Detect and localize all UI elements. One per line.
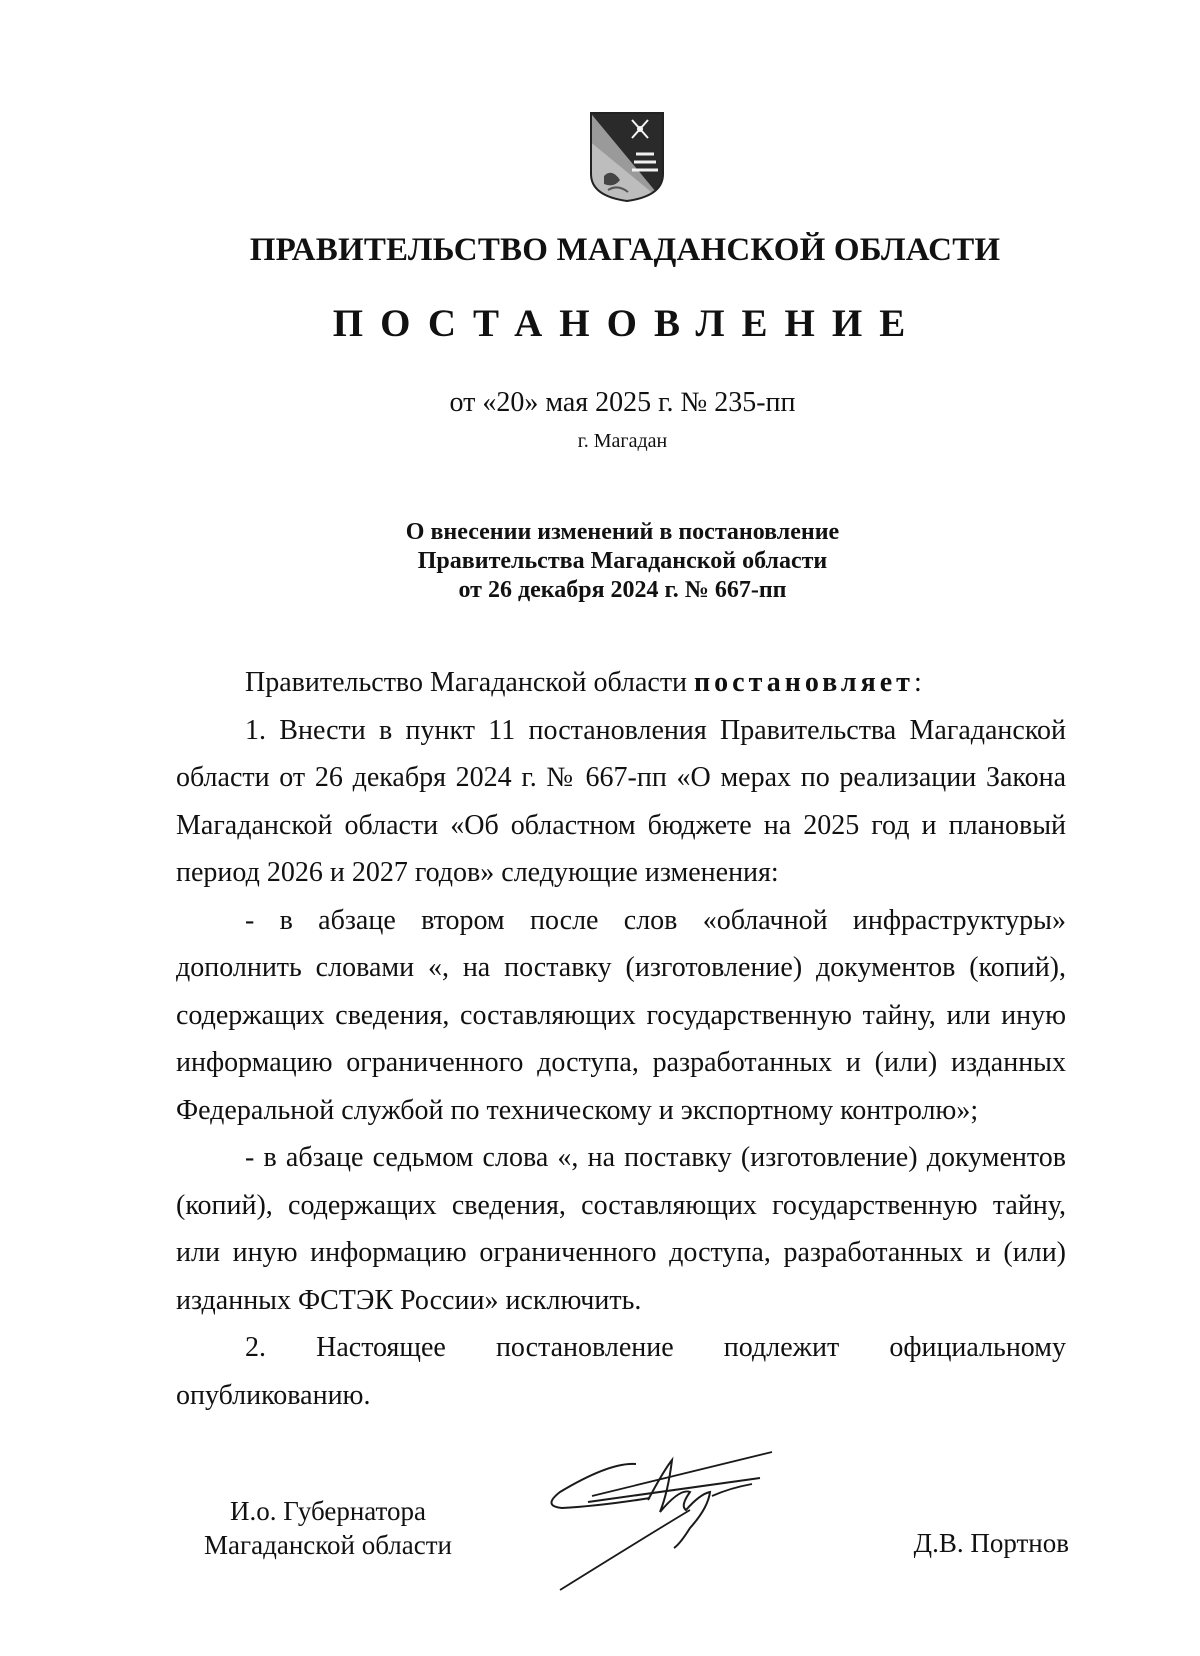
preamble-text: Правительство Магаданской области — [245, 667, 695, 698]
signatory-role-line-1: И.о. Губернатора — [229, 1496, 426, 1526]
preamble-keyword: постановляет — [694, 667, 914, 698]
item-2-paragraph: 2. Настоящее постановление подлежит официальному опубликованию. — [176, 1332, 1066, 1411]
signatory-name: Д.В. Портнов — [913, 1528, 1069, 1558]
document-type-heading: ПОСТАНОВЛЕНИЕ — [332, 302, 923, 345]
signatory-role — [178, 1494, 478, 1562]
document-body — [176, 659, 1066, 1419]
item-1-sub-2-paragraph: - в абзаце седьмом слова «, на поставку (изготовление) документов (копий), содержащих сведения, составляющих государственную тайну, или иную информацию ограниченного доступа, разработанных и (или) изданных ФСТЭК России» исключить. — [176, 1142, 1066, 1316]
item-1-paragraph: 1. Внести в пункт 11 постановления Правительства Магаданской области от 26 декабря 2024 г. № 667-пп «О мерах по реализации Закона Магаданской области «Об областном бюджете на 2025 год и плановый период 2026 и 2027 годов» следующие изменения: — [176, 714, 1066, 888]
document-title — [0, 518, 1200, 605]
title-line-2: Правительства Магаданской области — [417, 548, 828, 574]
title-line-3: от 26 декабря 2024 г. № 667-пп — [458, 577, 787, 603]
city-line: г. Магадан — [577, 430, 668, 452]
title-line-1: О внесении изменений в постановление — [405, 519, 840, 545]
preamble-paragraph — [176, 659, 1066, 707]
coat-of-arms-icon — [588, 110, 666, 204]
preamble-colon: : — [913, 667, 922, 698]
item-1-sub-1-paragraph: - в абзаце втором после слов «облачной инфраструктуры» дополнить словами «, на поставку (изготовление) документов (копий), содержащих сведения, составляющих государственную тайну, или иную информацию ограниченного доступа, разработанных и (или) изданных Федеральной службой по техническому и экспортному контролю»; — [176, 904, 1066, 1126]
handwritten-signature — [540, 1448, 800, 1596]
date-number-line: от «20» мая 2025 г. № 235-пп — [449, 387, 796, 418]
signatory-role-line-2: Магаданской области — [204, 1530, 452, 1560]
organization-heading: ПРАВИТЕЛЬСТВО МАГАДАНСКОЙ ОБЛАСТИ — [249, 232, 1001, 268]
